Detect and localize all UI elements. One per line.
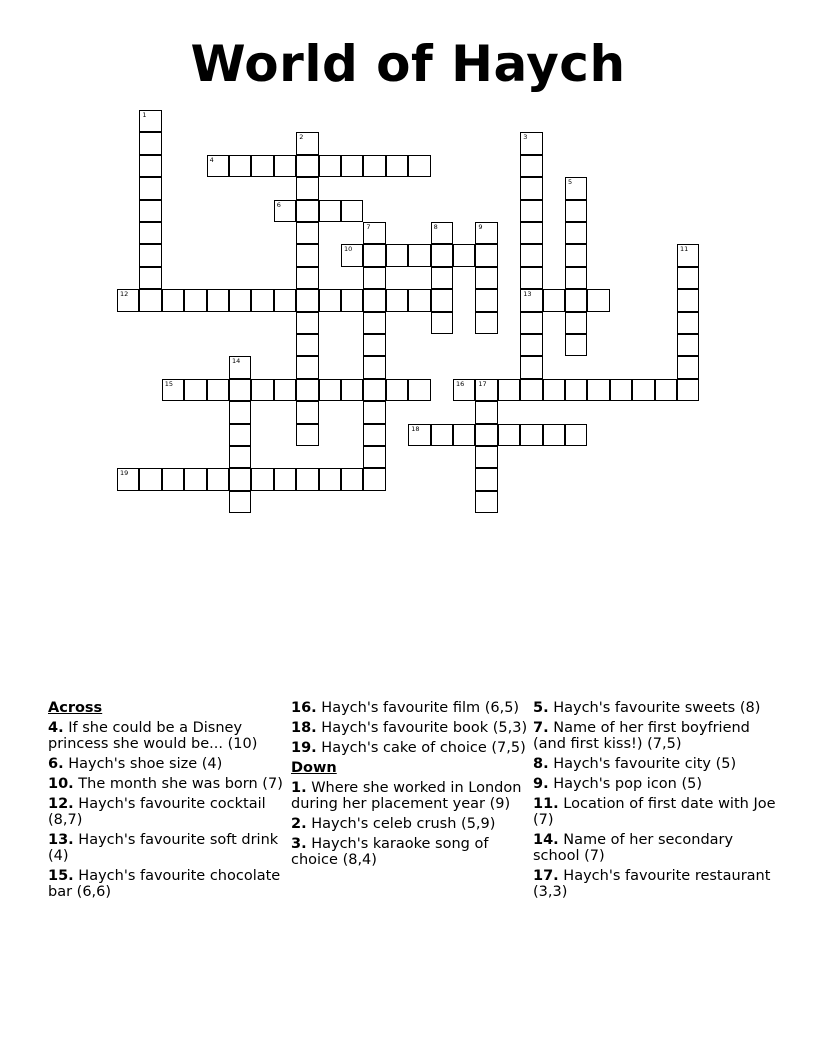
grid-cell[interactable] [363,312,385,334]
grid-cell[interactable] [274,200,296,222]
clue-item-text: Location of first date with Joe (7) [533,796,776,828]
clue-item-text: Haych's favourite soft drink (4) [48,832,279,864]
grid-cell[interactable] [498,424,520,446]
grid-cell[interactable] [431,312,453,334]
grid-cell[interactable] [341,155,363,177]
grid-cell[interactable] [431,222,453,244]
grid-cell[interactable] [296,222,318,244]
grid-cell[interactable] [520,424,542,446]
grid-cell[interactable] [520,200,542,222]
clue-item-text: Haych's favourite chocolate bar (6,6) [48,868,281,900]
clue-item-text: Haych's celeb crush (5,9) [306,816,496,832]
clue-number: 3 [523,133,528,142]
grid-cell[interactable] [319,379,341,401]
grid-cell[interactable] [520,222,542,244]
grid-cell[interactable] [184,289,206,311]
grid-cell[interactable] [319,289,341,311]
clue-item-number: 12. [48,796,74,812]
grid-cell[interactable] [565,200,587,222]
grid-cell[interactable] [677,267,699,289]
grid-cell[interactable] [117,468,139,490]
grid-cell[interactable] [274,289,296,311]
grid-cell[interactable] [386,379,408,401]
grid-cell[interactable] [408,379,430,401]
grid-cell[interactable] [610,379,632,401]
grid-cell[interactable] [207,468,229,490]
clue-number: 2 [299,133,304,142]
grid-cell[interactable] [677,334,699,356]
grid-cell[interactable] [184,468,206,490]
clue-item-number: 11. [533,796,559,812]
clue-number: 12 [120,290,129,299]
grid-cell[interactable] [475,289,497,311]
grid-cell[interactable] [363,401,385,423]
grid-cell[interactable] [475,312,497,334]
grid-cell[interactable] [475,491,497,513]
clue-number: 18 [411,424,420,433]
grid-cell[interactable] [139,110,161,132]
grid-cell[interactable] [251,468,273,490]
grid-cell[interactable] [520,334,542,356]
grid-cell[interactable] [565,177,587,199]
grid-cell[interactable] [139,132,161,154]
grid-cell[interactable] [296,177,318,199]
clue-item-text: Name of her first boyfriend (and first kiss!) (7,5) [533,720,750,752]
grid-cell[interactable] [565,379,587,401]
grid-cell[interactable] [229,155,251,177]
clue-item-text: Haych's favourite city (5) [548,756,737,772]
clue-number: 15 [164,379,174,388]
grid-cell[interactable] [296,424,318,446]
clue-item-number: 2. [291,816,307,832]
grid-cell[interactable] [363,379,385,401]
clue-column-2 [291,700,531,872]
grid-cell[interactable] [296,155,318,177]
clue-number: 9 [478,223,483,231]
grid-cell[interactable] [565,267,587,289]
grid-cell[interactable] [274,155,296,177]
grid-cell[interactable] [475,468,497,490]
grid-cell[interactable] [543,379,565,401]
clue-item-number: 7. [533,720,549,736]
grid-cell[interactable] [229,356,251,378]
grid-cell[interactable] [453,244,475,266]
clue-number: 8 [433,223,438,231]
clue-item [533,776,783,792]
grid-cell[interactable] [319,200,341,222]
clue-item-text: If she could be a Disney princess she would be... (10) [48,720,258,752]
clue-item [48,868,283,900]
clue-item-text: Haych's favourite cocktail (8,7) [48,796,266,828]
grid-cell[interactable] [296,267,318,289]
clue-item-number: 19. [291,740,317,756]
grid-cell[interactable] [520,155,542,177]
grid-cell[interactable] [431,244,453,266]
grid-cell[interactable] [677,312,699,334]
grid-cell[interactable] [565,334,587,356]
grid-cell[interactable] [475,424,497,446]
clue-item-text: Haych's favourite book (5,3) [316,720,528,736]
grid-cell[interactable] [475,244,497,266]
puzzle-title: World of Haych [190,35,626,93]
grid-cell[interactable] [386,289,408,311]
grid-cell[interactable] [520,132,542,154]
clue-item-number: 18. [291,720,317,736]
grid-cell[interactable] [251,155,273,177]
clue-item-text: Where she worked in London during her placement year (9) [291,780,522,812]
grid-cell[interactable] [363,424,385,446]
grid-cell[interactable] [341,468,363,490]
grid-cell[interactable] [565,312,587,334]
clue-item [291,740,531,756]
clue-number: 6 [276,200,281,209]
grid-cell[interactable] [296,379,318,401]
grid-cell[interactable] [431,424,453,446]
clue-number: 5 [568,178,573,187]
grid-cell[interactable] [431,289,453,311]
clue-item-number: 1. [291,780,307,796]
clue-item [533,868,783,900]
clue-number: 14 [232,357,241,366]
grid-cell[interactable] [139,244,161,266]
grid-cell[interactable] [319,155,341,177]
grid-cell[interactable] [363,244,385,266]
clue-item [291,720,531,736]
clue-item-text: Haych's karaoke song of choice (8,4) [291,836,489,868]
grid-cell[interactable] [363,446,385,468]
grid-cell[interactable] [520,289,542,311]
grid-cell[interactable] [677,244,699,266]
grid-cell[interactable] [139,222,161,244]
clue-item-number: 15. [48,868,74,884]
clue-item [48,776,283,792]
grid-cell[interactable] [475,446,497,468]
grid-cell[interactable] [319,468,341,490]
clue-item-number: 9. [533,776,549,792]
grid-cell[interactable] [587,289,609,311]
grid-cell[interactable] [408,155,430,177]
grid-cell[interactable] [139,155,161,177]
clue-item [291,816,531,832]
clue-item [533,700,783,716]
grid-cell[interactable] [139,267,161,289]
grid-cell[interactable] [565,424,587,446]
grid-cell[interactable] [498,379,520,401]
grid-cell[interactable] [520,244,542,266]
clue-column-1 [48,700,283,904]
clue-item-text: Haych's favourite sweets (8) [548,700,761,716]
grid-cell[interactable] [341,244,363,266]
grid-cell[interactable] [520,177,542,199]
clue-item [291,780,531,812]
clue-item-number: 17. [533,868,559,884]
clue-number: 13 [523,290,532,299]
grid-cell[interactable] [677,379,699,401]
clue-item-text: Haych's favourite restaurant (3,3) [533,868,771,900]
grid-cell[interactable] [162,468,184,490]
clue-item-number: 10. [48,776,74,792]
grid-cell[interactable] [363,222,385,244]
clue-item-text: Haych's cake of choice (7,5) [316,740,526,756]
grid-cell[interactable] [587,379,609,401]
clue-item [533,756,783,772]
clue-item-number: 8. [533,756,549,772]
clue-number: 7 [366,223,371,231]
clue-item-number: 5. [533,700,549,716]
grid-cell[interactable] [207,289,229,311]
clue-item-text: Haych's favourite film (6,5) [316,700,520,716]
grid-cell[interactable] [363,334,385,356]
grid-cell[interactable] [296,312,318,334]
clue-item [533,796,783,828]
grid-cell[interactable] [520,356,542,378]
grid-cell[interactable] [139,289,161,311]
clue-item-text: The month she was born (7) [73,776,283,792]
grid-cell[interactable] [543,424,565,446]
clue-number: 1 [142,111,147,119]
grid-cell[interactable] [475,222,497,244]
grid-cell[interactable] [520,312,542,334]
grid-cell[interactable] [341,200,363,222]
grid-cell[interactable] [520,267,542,289]
clue-item-number: 13. [48,832,74,848]
grid-cell[interactable] [632,379,654,401]
clue-item-number: 6. [48,756,64,772]
grid-cell[interactable] [139,200,161,222]
clue-item [48,720,283,752]
clue-item-number: 14. [533,832,559,848]
grid-cell[interactable] [229,468,251,490]
clue-item [48,796,283,828]
grid-cell[interactable] [565,289,587,311]
clue-number: 10 [344,245,353,254]
across-heading: Across [48,700,103,716]
clue-column-3 [533,700,783,904]
clue-item [291,836,531,868]
grid-cell[interactable] [431,267,453,289]
grid-cell[interactable] [274,468,296,490]
grid-cell[interactable] [408,424,430,446]
clue-item-number: 4. [48,720,64,736]
grid-cell[interactable] [386,244,408,266]
grid-cell[interactable] [677,289,699,311]
grid-cell[interactable] [453,424,475,446]
grid-cell[interactable] [341,289,363,311]
grid-cell[interactable] [520,379,542,401]
clue-item [48,756,283,772]
grid-cell[interactable] [296,289,318,311]
grid-cell[interactable] [162,379,184,401]
grid-cell[interactable] [475,401,497,423]
clue-number: 17 [478,379,487,388]
grid-cell[interactable] [677,356,699,378]
grid-cell[interactable] [543,289,565,311]
grid-cell[interactable] [229,379,251,401]
clue-item [533,832,783,864]
clue-item-number: 3. [291,836,307,852]
grid-cell[interactable] [386,155,408,177]
grid-cell[interactable] [341,379,363,401]
grid-cell[interactable] [229,401,251,423]
grid-cell[interactable] [117,289,139,311]
grid-cell[interactable] [363,289,385,311]
grid-cell[interactable] [565,222,587,244]
grid-cell[interactable] [229,491,251,513]
grid-cell[interactable] [475,267,497,289]
grid-cell[interactable] [363,468,385,490]
grid-cell[interactable] [229,289,251,311]
grid-cell[interactable] [453,379,475,401]
grid-cell[interactable] [207,379,229,401]
clue-item [533,720,783,752]
grid-cell[interactable] [363,267,385,289]
grid-cell[interactable] [655,379,677,401]
grid-cell[interactable] [139,468,161,490]
down-heading: Down [291,760,337,776]
grid-cell[interactable] [274,379,296,401]
clue-item-text: Haych's shoe size (4) [63,756,223,772]
grid-cell[interactable] [229,446,251,468]
grid-cell[interactable] [296,132,318,154]
grid-cell[interactable] [408,244,430,266]
grid-cell[interactable] [565,244,587,266]
clue-item-text: Haych's pop icon (5) [548,776,702,792]
clue-item [291,700,531,716]
grid-cell[interactable] [251,289,273,311]
clue-number: 16 [456,379,465,388]
grid-cell[interactable] [363,356,385,378]
grid-cell[interactable] [408,289,430,311]
grid-cell[interactable] [184,379,206,401]
grid-cell[interactable] [475,379,497,401]
clue-number: 11 [680,245,689,254]
grid-cell[interactable] [296,200,318,222]
clue-number: 4 [209,155,214,164]
clue-item [48,832,283,864]
grid-cell[interactable] [139,177,161,199]
grid-cell[interactable] [207,155,229,177]
grid-cell[interactable] [162,289,184,311]
clue-number: 19 [120,469,129,478]
grid-cell[interactable] [363,155,385,177]
grid-cell[interactable] [229,424,251,446]
grid-cell[interactable] [296,468,318,490]
grid-cell[interactable] [296,356,318,378]
grid-cell[interactable] [251,379,273,401]
clue-item-number: 16. [291,700,317,716]
clue-item-text: Name of her secondary school (7) [533,832,734,864]
grid-cell[interactable] [296,401,318,423]
grid-cell[interactable] [296,244,318,266]
grid-cell[interactable] [296,334,318,356]
